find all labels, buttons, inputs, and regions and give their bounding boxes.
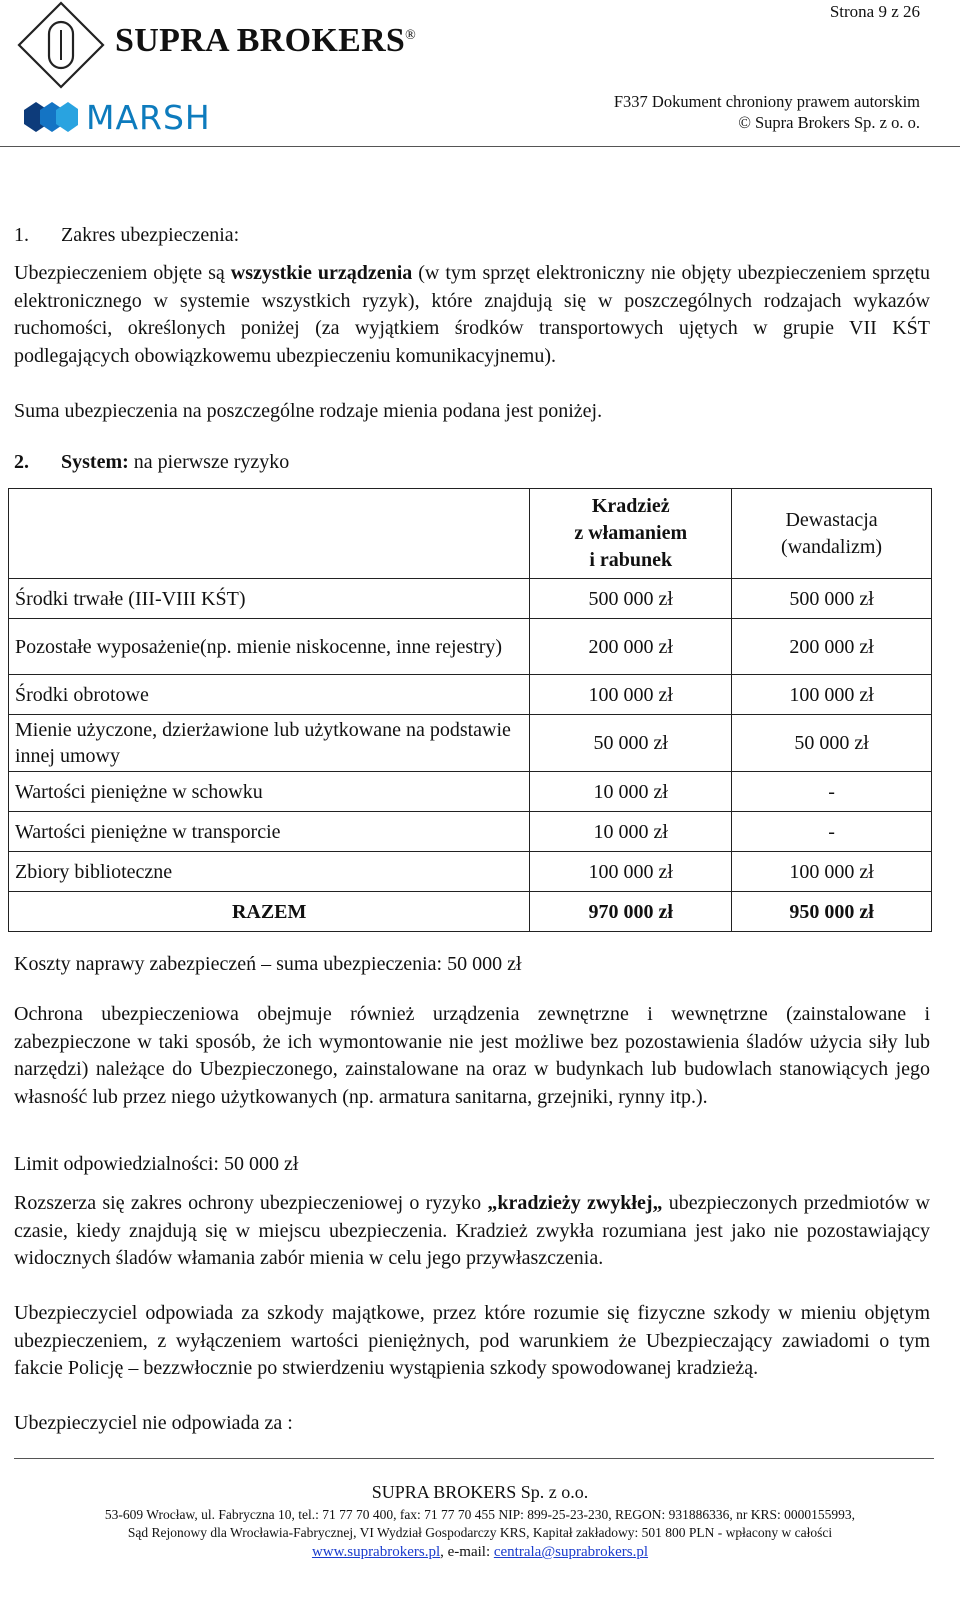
table-header-row: [9, 489, 932, 579]
marsh-mark-icon: [22, 100, 80, 134]
extension-bold: „kradzieży zwykłej„: [487, 1192, 663, 1214]
footer-contact: [0, 1544, 960, 1561]
row-value-theft: 100 000 zł: [530, 675, 732, 715]
section-1-paragraph: [14, 260, 930, 370]
supra-brokers-logo-icon: [16, 0, 106, 90]
section-2-rest: na pierwsze ryzyko: [128, 451, 290, 473]
table-row: [9, 715, 932, 772]
extension-text-b: ubezpieczonych przedmiotów w czasie, kiedy znajdują się w miejscu ubezpieczenia. Kradzież zwykła rozumiana jest jako nie pozostawiający widocznych śladów włamania zabór mienia w celu jego przywłaszczenia.: [14, 1192, 930, 1269]
section-1-heading: [14, 222, 930, 250]
row-value-theft: 200 000 zł: [530, 619, 732, 675]
email-label: , e-mail:: [440, 1544, 494, 1560]
row-value-theft: 10 000 zł: [530, 772, 732, 812]
row-label: Wartości pieniężne w schowku: [9, 772, 530, 812]
copyright-line-1: F337 Dokument chroniony prawem autorskim: [613, 92, 920, 111]
empty-header-cell: [9, 489, 530, 579]
website-link[interactable]: www.suprabrokers.pl: [311, 1544, 441, 1560]
p1-bold: wszystkie urządzenia: [230, 262, 413, 284]
total-label: RAZEM: [9, 892, 530, 932]
footer-address: 53-609 Wrocław, ul. Fabryczna 10, tel.: 71 77 70 400, fax: 71 77 70 455 NIP: 899-25-23-230, REGON: 931886336, nr KRS: 0000155993,: [104, 1507, 856, 1522]
copyright-line-2: © Supra Brokers Sp. z o. o.: [738, 113, 920, 132]
row-label: Środki obrotowe: [9, 675, 530, 715]
row-value-vandalism: -: [732, 812, 932, 852]
marsh-wordmark: MARSH: [86, 97, 211, 137]
marsh-logo: [22, 96, 211, 138]
insurer-exclusions-line: Ubezpieczyciel nie odpowiada za :: [14, 1412, 293, 1434]
row-label: Wartości pieniężne w transporcie: [9, 812, 530, 852]
row-value-vandalism: 100 000 zł: [732, 675, 932, 715]
liability-limit: Limit odpowiedzialności: 50 000 zł: [14, 1153, 299, 1175]
row-value-theft: 100 000 zł: [530, 852, 732, 892]
total-theft: 970 000 zł: [530, 892, 732, 932]
p1-text-b: (w tym sprzęt elektroniczny nie objęty ubezpieczeniem sprzętu elektronicznego w systemie wszystkich ryzyk), które znajdują się w poszczególnych rodzajach wykazów ruchomości, określonych poniżej (za wyjątkiem środków transportowych ujętych w grupie VII KŚT podlegających obowiązkowemu ubezpieczeniu komunikacyjnemu).: [14, 262, 930, 367]
sum-insured-note: Suma ubezpieczenia na poszczególne rodzaje mienia podana jest poniżej.: [14, 400, 603, 422]
row-value-vandalism: 200 000 zł: [732, 619, 932, 675]
table-row: [9, 579, 932, 619]
row-value-theft: 500 000 zł: [530, 579, 732, 619]
row-value-theft: 10 000 zł: [530, 812, 732, 852]
row-value-vandalism: 50 000 zł: [732, 715, 932, 772]
header-vandalism: Dewastacja (wandalizm): [732, 489, 932, 579]
footer-registry: Sąd Rejonowy dla Wrocławia-Fabrycznej, VI Wydział Gospodarczy KRS, Kapitał zakładowy: 501 800 PLN - wpłacony w całości: [127, 1525, 833, 1540]
insurer-liability-paragraph: Ubezpieczyciel odpowiada za szkody majątkowe, przez które rozumie się fizyczne szkody w mieniu objętym ubezpieczeniem, z wyłączeniem wartości pieniężnych, pod warunkiem że Ubezpieczający zawiadomi o tym fakcie Policję – bezzwłocznie po stwierdzeniu wystąpienia szkody spowodowanej kradzieżą.: [14, 1302, 930, 1379]
brand-name: SUPRA BROKERS®: [115, 22, 417, 59]
section-2-heading: [14, 449, 930, 477]
copyright-notice: [614, 91, 920, 133]
extension-paragraph: [14, 1190, 930, 1273]
row-label: Pozostałe wyposażenie(np. mienie niskocenne, inne rejestry): [9, 619, 530, 675]
section-2-number: 2.: [14, 451, 29, 473]
repair-costs-line: Koszty naprawy zabezpieczeń – suma ubezpieczenia: 50 000 zł: [14, 953, 522, 975]
table-row: [9, 772, 932, 812]
row-value-theft: 50 000 zł: [530, 715, 732, 772]
email-link[interactable]: centrala@suprabrokers.pl: [493, 1544, 649, 1560]
registered-mark: ®: [405, 28, 417, 43]
p1-text-a: Ubezpieczeniem objęte są: [14, 262, 231, 284]
total-vandalism: 950 000 zł: [732, 892, 932, 932]
section-1-title: Zakres ubezpieczenia:: [61, 224, 240, 246]
row-value-vandalism: -: [732, 772, 932, 812]
row-label: Mienie użyczone, dzierżawione lub użytkowane na podstawie innej umowy: [9, 715, 530, 772]
table-row: [9, 619, 932, 675]
page-number: Strona 9 z 26: [829, 2, 920, 21]
header-theft: Kradzież z włamaniem i rabunek: [530, 489, 732, 579]
extension-text-a: Rozszerza się zakres ochrony ubezpieczeniowej o ryzyko: [14, 1192, 488, 1214]
table-row: [9, 675, 932, 715]
header-divider: [0, 146, 960, 147]
insurance-sums-table: [8, 488, 932, 932]
row-value-vandalism: 100 000 zł: [732, 852, 932, 892]
protection-paragraph: Ochrona ubezpieczeniowa obejmuje również urządzenia zewnętrzne i wewnętrzne (zainstalowane i zabezpieczone w taki sposób, że ich wymontowanie nie jest możliwe bez pozostawienia śladów użycia siły lub narzędzi) należące do Ubezpieczonego, zainstalowane na oraz w budynkach lub budowlach stanowiących jego własność lub przez niego użytkowanych (np. armatura sanitarna, grzejniki, rynny itp.).: [14, 1003, 930, 1108]
section-2-title: System:: [61, 451, 129, 473]
section-1-number: 1.: [14, 224, 29, 246]
footer-company: SUPRA BROKERS Sp. z o.o.: [371, 1482, 589, 1502]
table-row: [9, 812, 932, 852]
footer-divider: [14, 1458, 934, 1459]
table-row: [9, 852, 932, 892]
row-label: Środki trwałe (III-VIII KŚT): [9, 579, 530, 619]
row-label: Zbiory biblioteczne: [9, 852, 530, 892]
row-value-vandalism: 500 000 zł: [732, 579, 932, 619]
table-total-row: [9, 892, 932, 932]
